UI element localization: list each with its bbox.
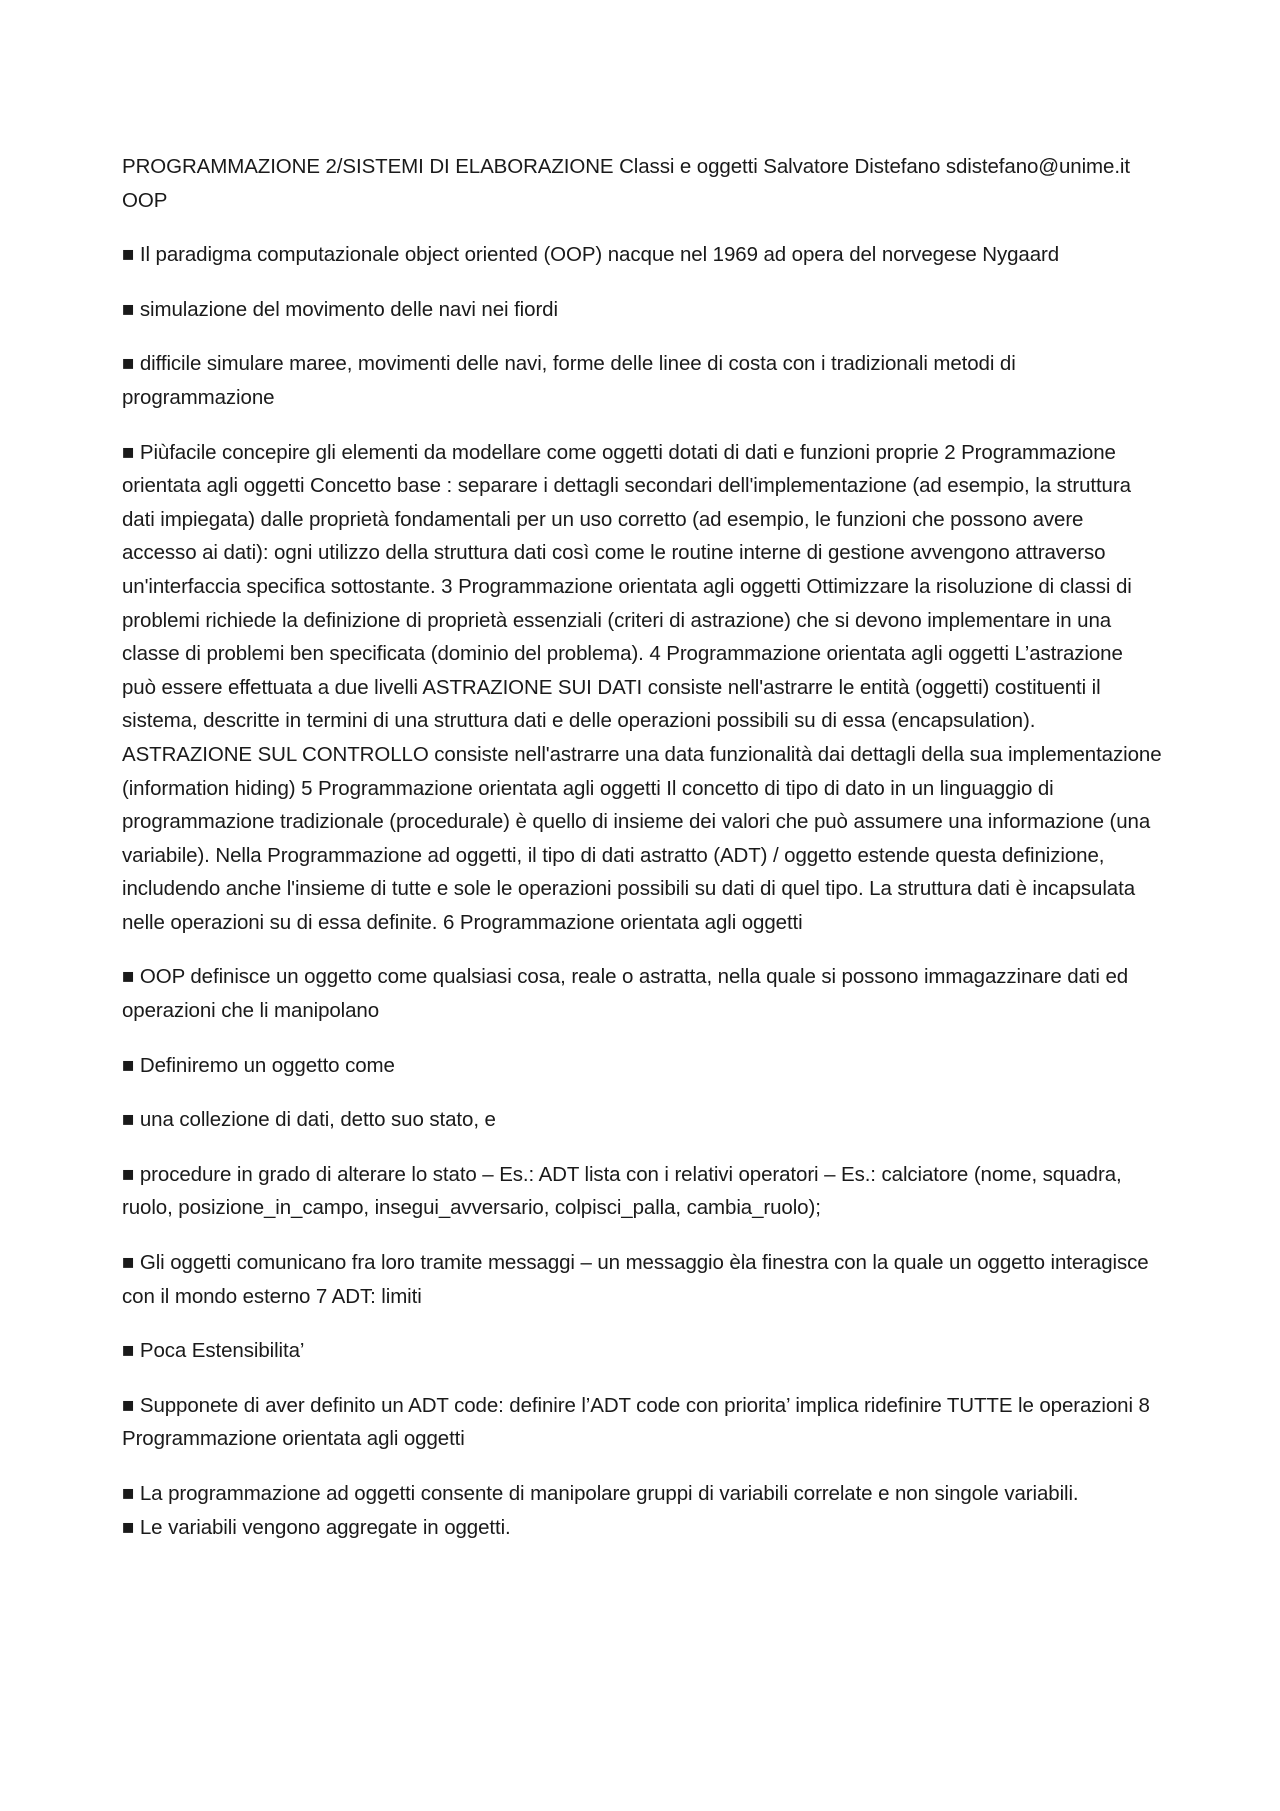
paragraph-bullet: ■ simulazione del movimento delle navi nei fiordi	[122, 297, 558, 321]
paragraph-bullet: ■ procedure in grado di alterare lo stato – Es.: ADT lista con i relativi operatori – Es.: calciatore (nome, squadra, ruolo, posizione_in_campo, insegui_avversario, colpisci_palla, cambia_ruolo);	[122, 1162, 1122, 1220]
paragraph-bullet: ■ Gli oggetti comunicano fra loro tramite messaggi – un messaggio èla finestra con la quale un oggetto interagisce con il mondo esterno 7 ADT: limiti	[122, 1251, 1149, 1308]
paragraph-bullet: ■ Definiremo un oggetto come	[122, 1053, 395, 1077]
paragraph-bullet: ■ difficile simulare maree, movimenti delle navi, forme delle linee di costa con i tradizionali metodi di programmazione	[122, 352, 1016, 409]
paragraph-bullet: ■ La programmazione ad oggetti consente di manipolare gruppi di variabili correlate e non singole variabili.	[122, 1482, 1079, 1505]
document-body	[122, 150, 1162, 1565]
paragraph-header: PROGRAMMAZIONE 2/SISTEMI DI ELABORAZIONE Classi e oggetti Salvatore Distefano sdistefano@unime.it OOP	[122, 155, 1130, 212]
paragraph-bullet: ■ Piùfacile concepire gli elementi da modellare come oggetti dotati di dati e funzioni proprie 2 Programmazione orientata agli oggetti Concetto base : separare i dettagli secondari dell'implementazione (ad esempio, la struttura dati impiegata) dalle proprietà fondamentali per un uso corretto (ad esempio, le funzioni che possono avere accesso ai dati): ogni utilizzo della struttura dati così come le routine interne di gestione avvengono attraverso un'interfaccia specifica sottostante. 3 Programmazione orientata agli oggetti Ottimizzare la risoluzione di classi di problemi richiede la definizione di proprietà essenziali (criteri di astrazione) che si devono implementare in una classe di problemi ben specificata (dominio del problema). 4 Programmazione orientata agli oggetti L’astrazione può essere effettuata a due livelli ASTRAZIONE SUI DATI consiste nell'astrarre le entità (oggetti) costituenti il sistema, descritte in termini di una struttura dati e delle operazioni possibili su di essa (encapsulation). ASTRAZIONE SUL CONTROLLO consiste nell'astrarre una data funzionalità dai dettagli della sua implementazione (information hiding) 5 Programmazione orientata agli oggetti Il concetto di tipo di dato in un linguaggio di programmazione tradizionale (procedurale) è quello di insieme dei valori che può assumere una informazione (una variabile). Nella Programmazione ad oggetti, il tipo di dati astratto (ADT) / oggetto estende questa definizione, includendo anche l'insieme di tutte e sole le operazioni possibili su dati di quel tipo. La struttura dati è incapsulata nelle operazioni su di essa definite. 6 Programmazione orientata agli oggetti	[122, 440, 1162, 934]
paragraph-bullet: ■ una collezione di dati, detto suo stato, e	[122, 1108, 496, 1132]
paragraph-bullet: ■ Le variabili vengono aggregate in oggetti.	[122, 1515, 511, 1539]
paragraph-bullet: ■ Supponete di aver definito un ADT code: definire l’ADT code con priorita’ implica ridefinire TUTTE le operazioni 8 Programmazione orientata agli oggetti	[122, 1393, 1150, 1451]
paragraph-bullet: ■ Il paradigma computazionale object oriented (OOP) nacque nel 1969 ad opera del norvegese Nygaard	[122, 243, 1060, 267]
paragraph-bullet: ■ Poca Estensibilita’	[122, 1339, 305, 1363]
paragraph-bullet: ■ OOP definisce un oggetto come qualsiasi cosa, reale o astratta, nella quale si possono immagazzinare dati ed operazioni che li manipolano	[122, 965, 1129, 1023]
